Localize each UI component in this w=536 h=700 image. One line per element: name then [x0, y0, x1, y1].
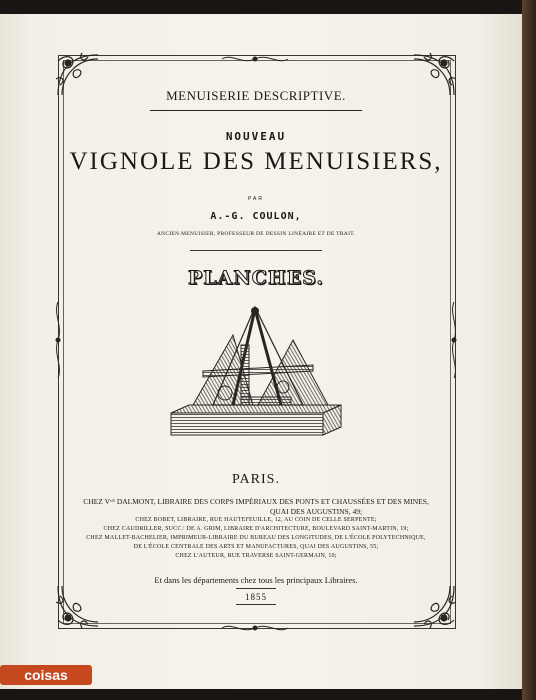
corner-ornament-icon — [408, 580, 460, 632]
publisher-line: QUAI DES AUGUSTINS, 49; — [269, 506, 363, 516]
bottom-ornament-icon — [220, 619, 290, 631]
divider — [236, 604, 276, 605]
divider — [236, 588, 276, 589]
carpentry-tools-engraving-icon — [163, 305, 348, 445]
publication-city: PARIS. — [232, 472, 280, 487]
publisher-line: CHEZ CAUDRILLER, SUCC.ʳ DE A. GRIM, LIBRAIRE D'ARCHITECTURE, BOULEVARD SAINT-MARTIN, 19; — [103, 526, 409, 532]
publisher-line: CHEZ MALLET-BACHELIER, IMPRIMEUR-LIBRAIRE DU BUREAU DES LONGITUDES, DE L'ÉCOLE POLYTECHNIQUE, — [86, 535, 426, 541]
left-side-ornament-icon — [53, 300, 63, 380]
publisher-line: CHEZ Vᵛᴱ DALMONT, LIBRAIRE DES CORPS IMPÉRIAUX DES PONTS ET CHAUSSÉES ET DES MINES, — [83, 497, 429, 506]
publisher-line: DE L'ÉCOLE CENTRALE DES ARTS ET MANUFACTURES, QUAI DES AUGUSTINS, 55; — [133, 544, 379, 550]
right-side-ornament-icon — [449, 300, 459, 380]
publication-year: 1855 — [245, 592, 267, 602]
author-credentials: ANCIEN MENUISIER, PROFESSEUR DE DESSIN LINÉAIRE ET DE TRAIT. — [156, 231, 356, 237]
divider — [190, 250, 322, 251]
publisher-line: CHEZ BOBET, LIBRAIRE, RUE HAUTEFEUILLE, 12, AU COIN DE CELLE SERPENTE; — [135, 517, 377, 523]
book-title: VIGNOLE DES MENUISIERS, — [69, 148, 443, 175]
section-label: PLANCHES. — [188, 267, 324, 289]
divider — [150, 110, 362, 111]
site-watermark: coisas — [0, 665, 92, 685]
top-ornament-icon — [220, 50, 290, 62]
series-title: MENUISERIE DESCRIPTIVE. — [166, 88, 346, 103]
corner-ornament-icon — [52, 580, 104, 632]
publisher-line: CHEZ L'AUTEUR, RUE TRAVERSE SAINT-GERMAIN, 10; — [175, 553, 337, 559]
book-spine — [522, 0, 536, 700]
by-label: PAR — [248, 196, 264, 202]
title-prefix: NOUVEAU — [225, 130, 287, 143]
author-name: A.-G. COULON, — [210, 211, 302, 222]
distribution-note: Et dans les départements chez tous les principaux Libraires. — [154, 575, 358, 585]
publisher-list — [63, 497, 449, 561]
